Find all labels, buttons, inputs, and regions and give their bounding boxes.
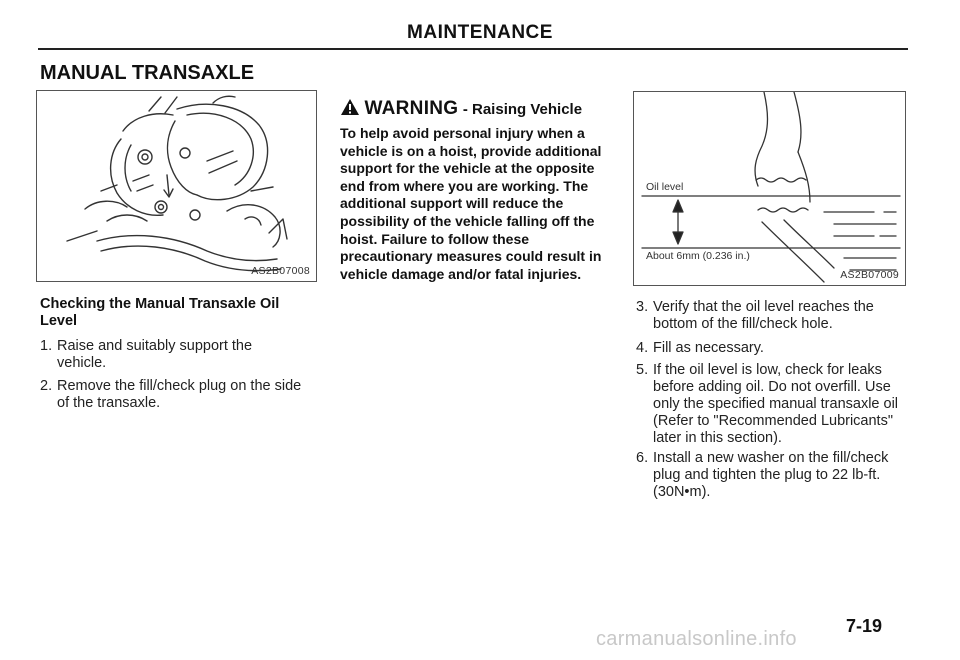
header-rule — [38, 48, 908, 50]
figure-code: AS2B07008 — [251, 265, 310, 277]
step-text: Raise and suitably support the vehicle. — [57, 338, 253, 371]
procedure-subheading: Checking the Manual Transaxle Oil Level — [40, 296, 280, 329]
page-header: MAINTENANCE — [407, 22, 553, 43]
step-text: Fill as necessary. — [653, 340, 764, 356]
list-item — [636, 450, 908, 501]
step-number: 1. — [40, 338, 53, 354]
list-item — [636, 340, 908, 357]
warning-title: WARNING — [364, 98, 459, 119]
transaxle-illustration — [37, 91, 316, 281]
list-item — [40, 338, 305, 372]
step-number: 6. — [636, 450, 649, 466]
list-item — [40, 378, 305, 412]
list-item — [636, 299, 908, 333]
warning-triangle-icon — [340, 98, 360, 116]
figure-code: AS2B07009 — [840, 269, 899, 281]
warning-heading — [340, 98, 610, 120]
transaxle-figure — [36, 90, 317, 282]
watermark: carmanualsonline.info — [596, 628, 797, 650]
step-text: Verify that the oil level reaches the bottom of the fill/check hole. — [653, 299, 874, 332]
step-number: 3. — [636, 299, 649, 315]
step-text: Install a new washer on the fill/check plug and tighten the plug to 22 lb-ft. (30N•m). — [653, 450, 889, 500]
list-item — [636, 362, 908, 447]
step-text: If the oil level is low, check for leaks before adding oil. Do not overfill. Use only the specified manual transaxle oil (Refer to "Recommended Lubricants" later in this section). — [653, 362, 899, 446]
step-number: 5. — [636, 362, 649, 378]
warning-subtitle: - Raising Vehicle — [462, 101, 583, 118]
depth-label: About 6mm (0.236 in.) — [646, 250, 750, 262]
warning-body: To help avoid personal injury when a vehicle is on a hoist, provide additional support for the vehicle at the opposite end from where you are working. The additional support will reduce the possibility of the vehicle falling off the hoist. Failure to follow these precautionary measures could result in vehicle damage and/or fatal injuries. — [340, 125, 602, 282]
oil-level-label: Oil level — [646, 181, 684, 193]
step-number: 2. — [40, 378, 53, 394]
section-title: MANUAL TRANSAXLE — [40, 62, 255, 84]
page-number: 7-19 — [846, 616, 883, 636]
oil-level-figure — [633, 91, 906, 286]
step-number: 4. — [636, 340, 649, 356]
step-text: Remove the fill/check plug on the side of the transaxle. — [57, 378, 302, 411]
